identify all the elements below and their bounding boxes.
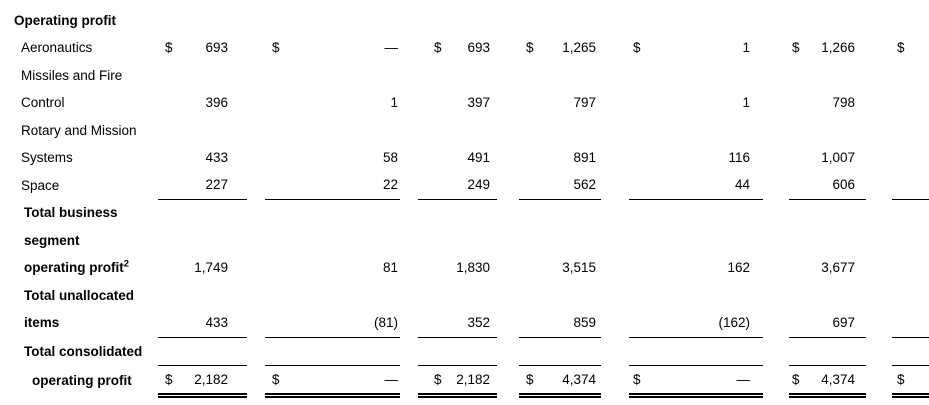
amount-cell: [265, 171, 400, 199]
amount-cell-clipped: [892, 89, 929, 116]
row-label: Rotary and Mission: [21, 122, 137, 138]
row-label: segment: [24, 233, 80, 249]
amount-cell: [789, 89, 866, 116]
cell-value: 433: [205, 149, 228, 165]
dollar-sign: $: [792, 40, 800, 56]
table-row: [0, 366, 929, 396]
amount-cell-clipped: [892, 171, 929, 199]
cell-value: 162: [727, 260, 750, 276]
amount-cell-clipped: [892, 34, 929, 61]
cell-value: 433: [205, 315, 228, 331]
cell-value: 81: [382, 260, 398, 276]
cell-value: 58: [382, 149, 398, 165]
amount-cell-clipped: [892, 255, 929, 282]
table-row: [0, 144, 929, 171]
amount-cell: [158, 89, 247, 116]
amount-cell: [629, 366, 763, 396]
amount-cell: [789, 171, 866, 199]
dollar-sign: $: [633, 372, 641, 388]
table-row: [0, 309, 929, 337]
cell-value: 606: [832, 177, 855, 193]
cell-value: 3,677: [821, 260, 855, 276]
dollar-sign: $: [272, 40, 280, 56]
cell-value: 4,374: [821, 372, 855, 388]
cell-value: 116: [728, 149, 750, 165]
amount-cell-clipped: [892, 309, 929, 337]
amount-cell: [519, 144, 601, 171]
cell-value: 859: [573, 315, 596, 331]
amount-cell: [789, 34, 866, 61]
cell-value: 396: [205, 95, 228, 111]
cell-value: 491: [467, 149, 490, 165]
amount-cell: [265, 89, 400, 116]
cell-value: 1,007: [821, 149, 855, 165]
table-row: [0, 34, 929, 61]
row-label: Space: [21, 177, 60, 193]
cell-value: —: [736, 372, 750, 388]
amount-cell: [519, 34, 601, 61]
amount-cell: [789, 144, 866, 171]
cell-value: 1,749: [194, 260, 228, 276]
table-row: [0, 255, 929, 282]
row-label: Total consolidated: [24, 343, 143, 359]
amount-cell: [629, 34, 763, 61]
row-label: Total business: [24, 205, 118, 221]
cell-value: 891: [573, 149, 596, 165]
table-row: [0, 117, 929, 144]
operating-profit-table: [0, 7, 929, 398]
amount-cell: [418, 171, 497, 199]
amount-cell: [158, 309, 247, 337]
cell-value: 1,266: [821, 40, 855, 56]
amount-cell: [158, 366, 247, 396]
row-label: Control: [21, 95, 65, 111]
row-label: Aeronautics: [21, 40, 93, 56]
cell-value: 3,515: [562, 260, 596, 276]
section-header: Operating profit: [14, 12, 116, 28]
table-row: [0, 227, 929, 254]
cell-value: 352: [467, 315, 490, 331]
footnote-reference: 2: [123, 258, 130, 270]
amount-cell: [519, 171, 601, 199]
cell-value: 4,374: [562, 372, 596, 388]
cell-value: 1,830: [456, 260, 490, 276]
table-row: [0, 7, 929, 34]
row-label: Total unallocated: [24, 287, 135, 303]
amount-cell: [418, 89, 497, 116]
cell-value: (81): [373, 315, 398, 331]
amount-cell: [158, 255, 247, 282]
cell-value: 44: [734, 177, 750, 193]
amount-cell: [418, 366, 497, 396]
amount-cell: [265, 144, 400, 171]
dollar-sign: $: [633, 40, 641, 56]
cell-value: 2,182: [456, 372, 490, 388]
row-label: Missiles and Fire: [21, 67, 123, 83]
amount-cell: [158, 144, 247, 171]
cell-value: 2,182: [194, 372, 228, 388]
row-label: operating profit: [32, 373, 132, 389]
cell-value: 693: [205, 40, 228, 56]
amount-cell-clipped: [892, 144, 929, 171]
cell-value: 397: [467, 95, 490, 111]
amount-cell: [629, 309, 763, 337]
cell-value: 227: [205, 177, 228, 193]
amount-cell: [418, 34, 497, 61]
row-label: Systems: [21, 149, 73, 165]
cell-value: —: [384, 40, 398, 56]
dollar-sign: $: [792, 372, 800, 388]
dollar-sign: $: [526, 40, 534, 56]
cell-value: 1: [742, 95, 750, 111]
cell-value: 1: [742, 40, 750, 56]
amount-cell: [629, 89, 763, 116]
amount-cell: [265, 366, 400, 396]
table-row: [0, 62, 929, 89]
dollar-sign: $: [165, 40, 173, 56]
cell-value: 249: [467, 177, 490, 193]
amount-cell: [789, 309, 866, 337]
amount-cell: [629, 171, 763, 199]
cell-value: 562: [573, 177, 596, 193]
cell-value: 798: [832, 95, 855, 111]
amount-cell: [789, 366, 866, 396]
amount-cell-clipped: [892, 366, 929, 396]
row-label-text: operating profit: [24, 260, 124, 276]
amount-cell: [418, 309, 497, 337]
cell-value: 697: [832, 315, 855, 331]
amount-cell: [629, 255, 763, 282]
dollar-sign: $: [165, 372, 173, 388]
cell-value: 1: [390, 95, 398, 111]
amount-cell: [265, 255, 400, 282]
table-row: [0, 89, 929, 116]
amount-cell: [158, 34, 247, 61]
dollar-sign: $: [434, 372, 442, 388]
cell-value: —: [384, 372, 398, 388]
amount-cell: [265, 309, 400, 337]
table-row: [0, 282, 929, 309]
row-label: items: [24, 315, 60, 331]
dollar-sign: $: [897, 372, 905, 388]
amount-cell: [519, 366, 601, 396]
amount-cell: [519, 309, 601, 337]
table-row: [0, 199, 929, 227]
cell-value: (162): [718, 315, 750, 331]
table-row: [0, 171, 929, 199]
amount-cell: [418, 144, 497, 171]
cell-value: 693: [467, 40, 490, 56]
dollar-sign: $: [897, 40, 905, 56]
dollar-sign: $: [526, 372, 534, 388]
amount-cell: [519, 89, 601, 116]
amount-cell: [265, 34, 400, 61]
amount-cell: [519, 255, 601, 282]
amount-cell: [629, 144, 763, 171]
cell-value: 22: [382, 177, 398, 193]
cell-value: 1,265: [562, 40, 596, 56]
amount-cell: [418, 255, 497, 282]
cell-value: 797: [573, 95, 596, 111]
amount-cell: [789, 255, 866, 282]
dollar-sign: $: [272, 372, 280, 388]
dollar-sign: $: [434, 40, 442, 56]
row-label: [0, 255, 150, 282]
table-row: [0, 337, 929, 365]
amount-cell: [158, 171, 247, 199]
